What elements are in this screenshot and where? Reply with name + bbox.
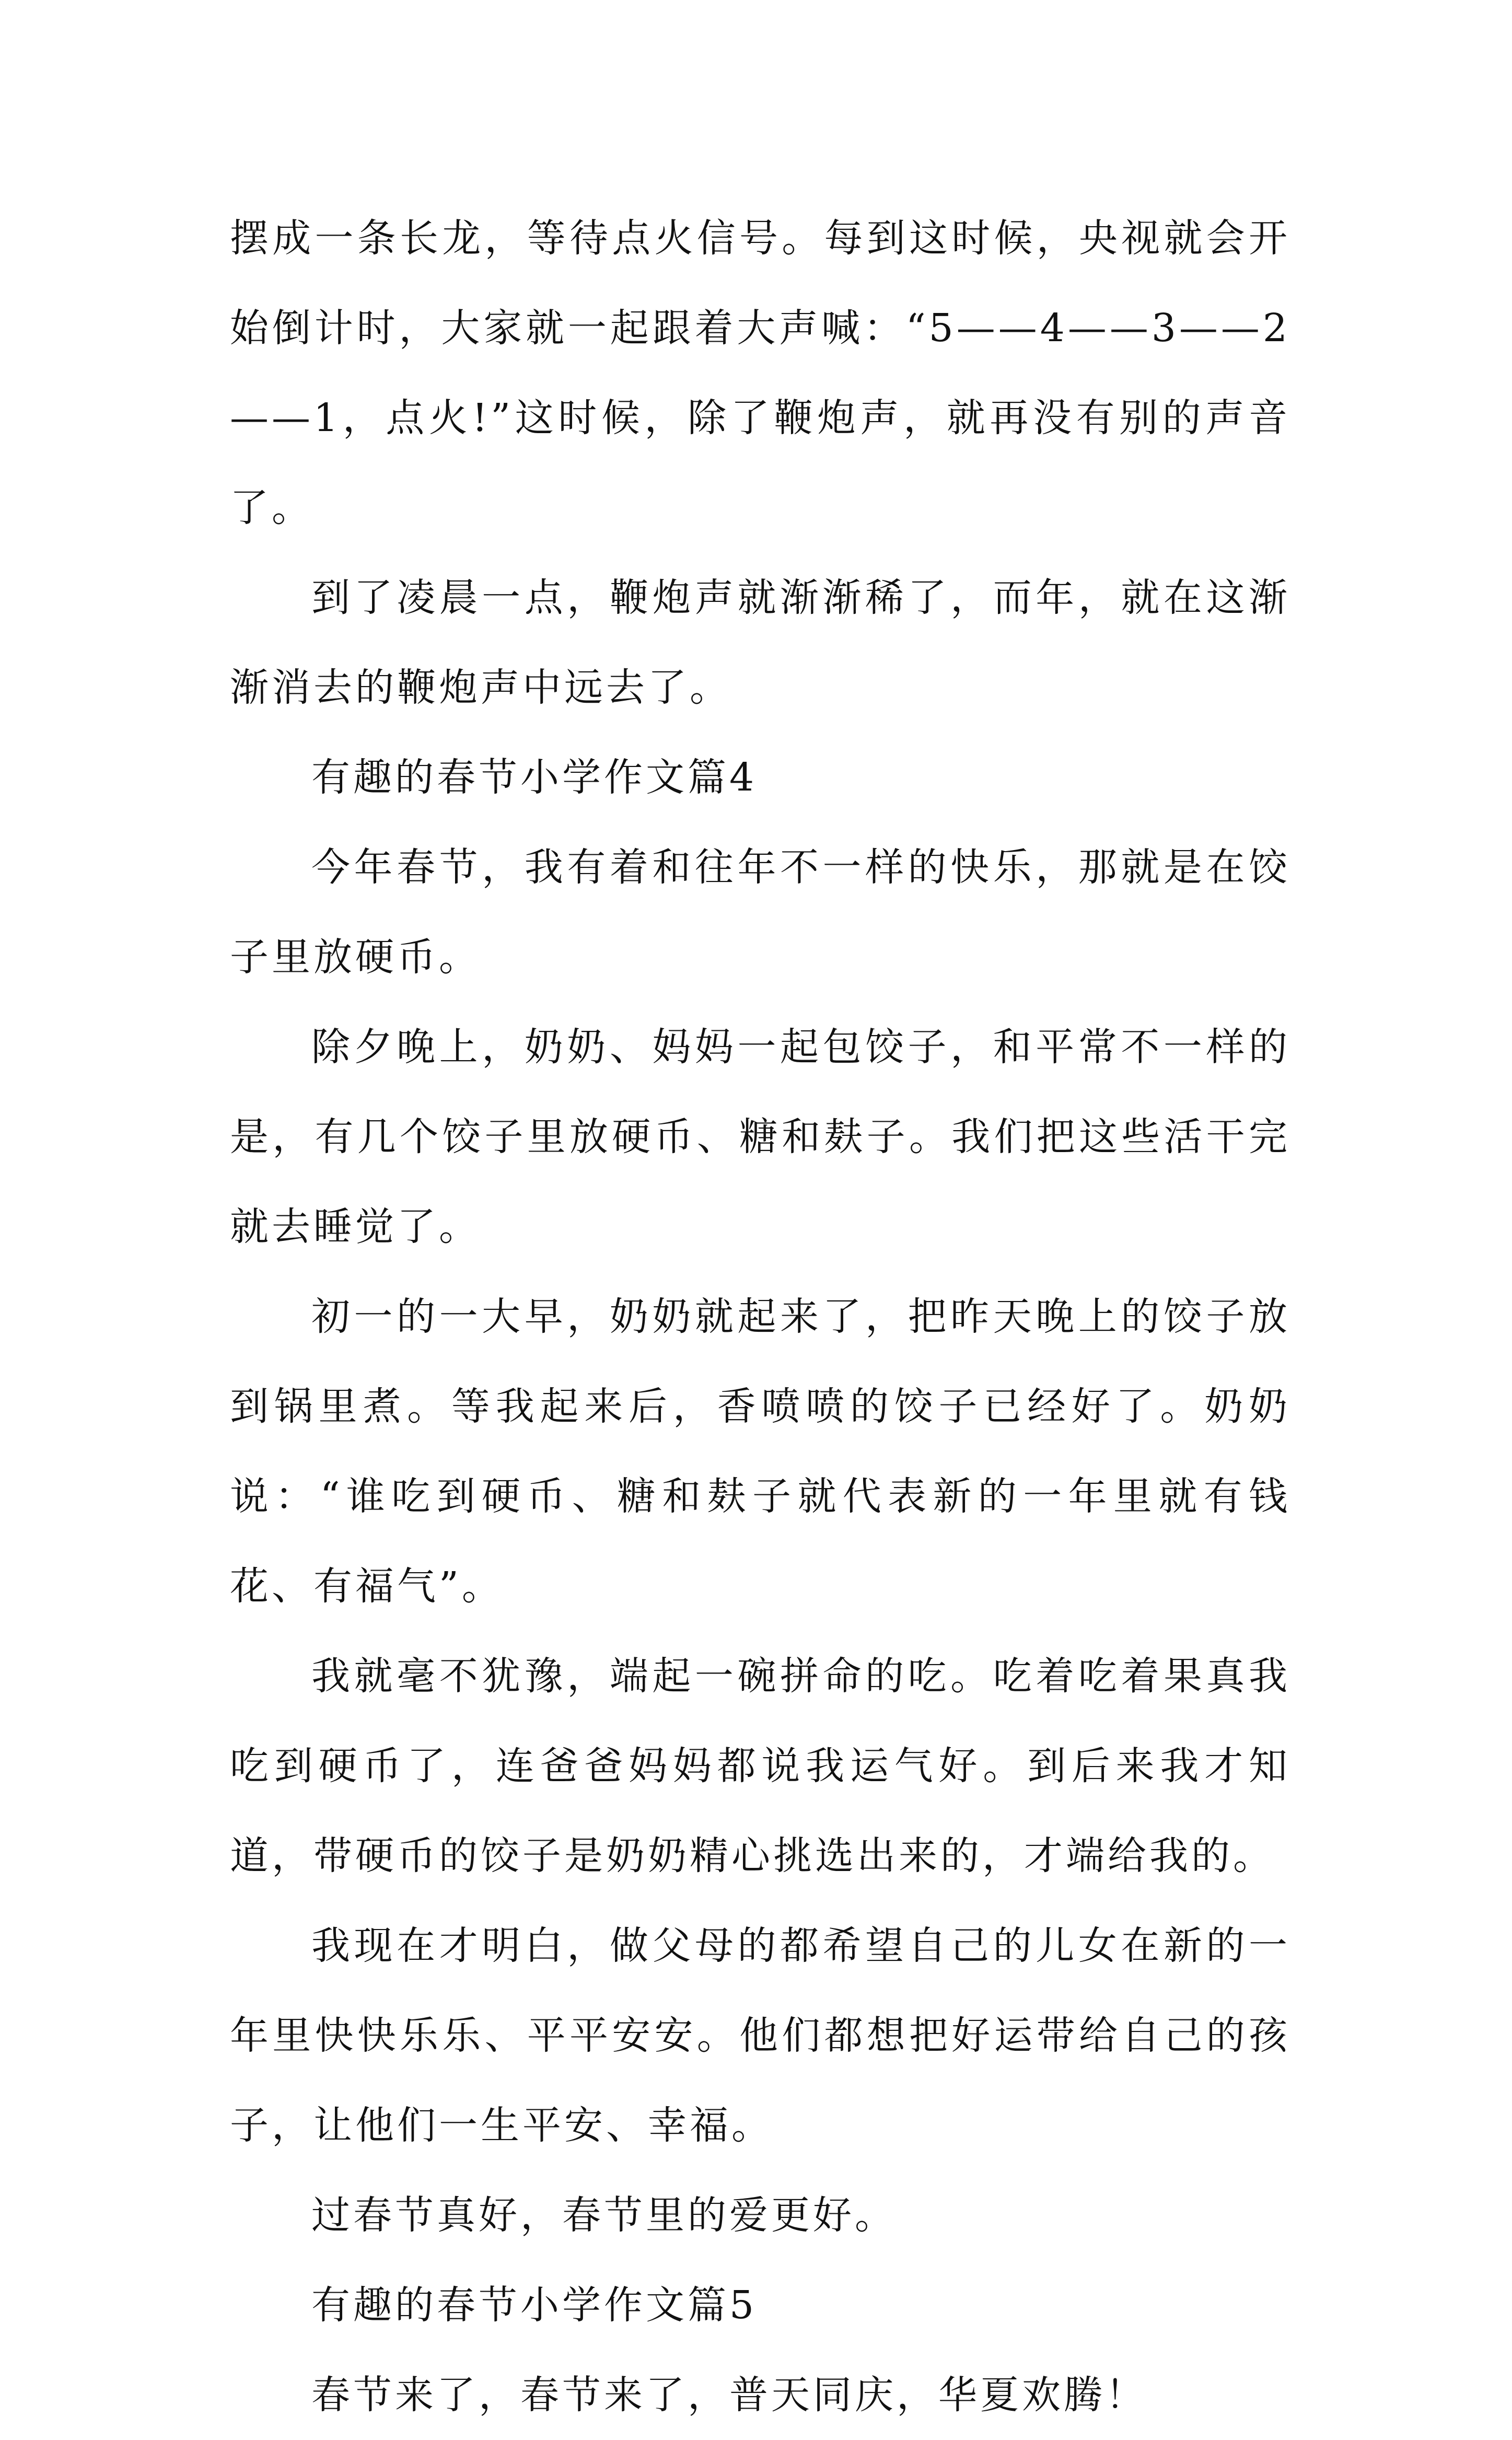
essay-body: [230, 193, 1290, 2440]
paragraph-coin-intro: 今年春节，我有着和往年不一样的快乐，那就是在饺子里放硬币。: [230, 845, 1290, 980]
paragraph-festival-arrives: 春节来了，春节来了，普天同庆，华夏欢腾！: [311, 2373, 1147, 2418]
paragraph-new-years-eve: 除夕晚上，奶奶、妈妈一起包饺子，和平常不一样的是，有几个饺子里放硬币、糖和麸子。我们把这些活干完就去睡觉了。: [230, 1025, 1290, 1249]
paragraph-midnight: 到了凌晨一点，鞭炮声就渐渐稀了，而年，就在这渐渐消去的鞭炮声中远去了。: [230, 575, 1290, 710]
essay-heading-4: 有趣的春节小学作文篇4: [311, 755, 758, 800]
paragraph-eating: 我就毫不犹豫，端起一碗拼命的吃。吃着吃着果真我吃到硬币了，连爸爸妈妈都说我运气好。到后来我才知道，带硬币的饺子是奶奶精心挑选出来的，才端给我的。: [230, 1654, 1290, 1878]
essay-heading-5: 有趣的春节小学作文篇5: [311, 2283, 758, 2328]
paragraph-countdown: 摆成一条长龙，等待点火信号。每到这时候，央视就会开始倒计时，大家就一起跟着大声喊：“5——4——3——2——1，点火!”这时候，除了鞭炮声，就再没有别的声音了。: [230, 216, 1290, 530]
paragraph-understanding: 我现在才明白，做父母的都希望自己的儿女在新的一年里快快乐乐、平平安安。他们都想把好运带给自己的孩子，让他们一生平安、幸福。: [230, 1923, 1290, 2148]
paragraph-first-morning: 初一的一大早，奶奶就起来了，把昨天晚上的饺子放到锅里煮。等我起来后，香喷喷的饺子已经好了。奶奶说：“谁吃到硬币、糖和麸子就代表新的一年里就有钱花、有福气”。: [230, 1294, 1290, 1609]
paragraph-conclusion: 过春节真好，春节里的爱更好。: [311, 2193, 897, 2238]
